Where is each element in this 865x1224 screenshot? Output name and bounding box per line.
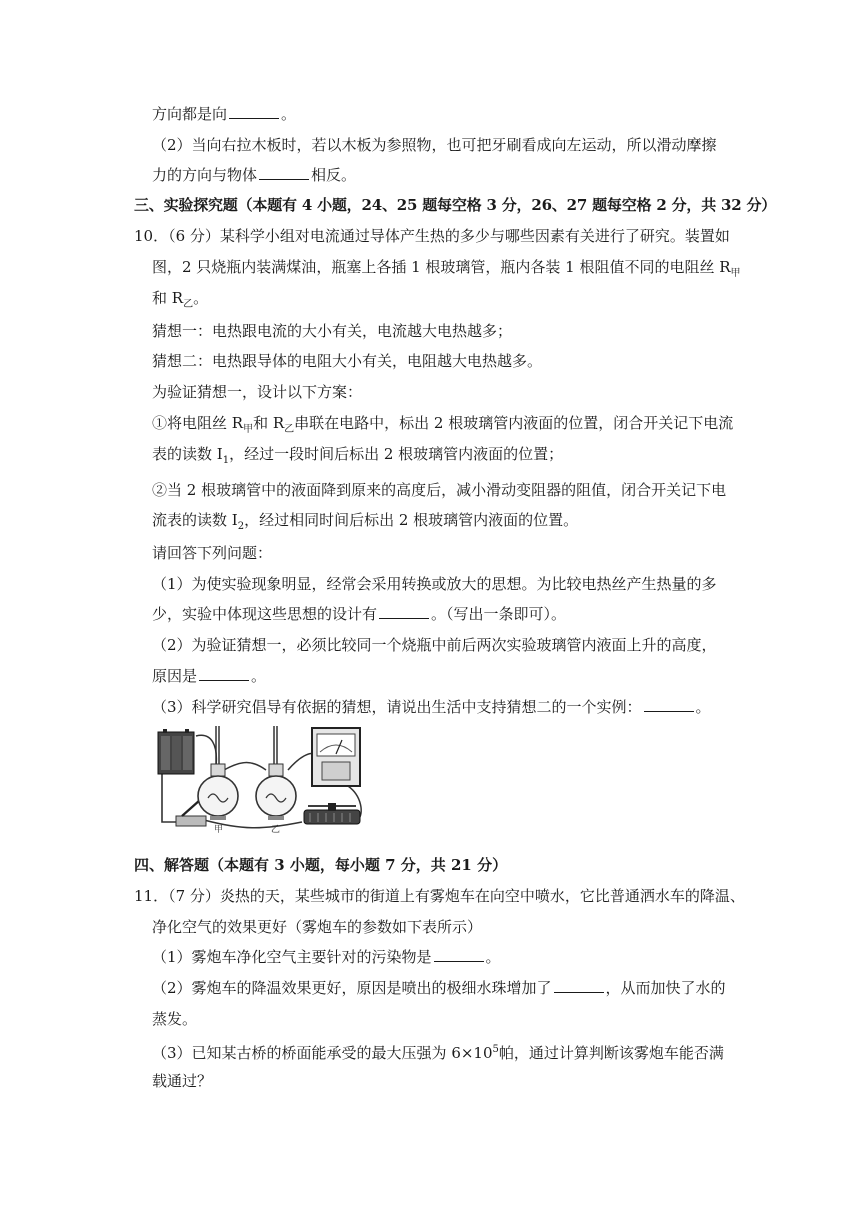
battery-icon (158, 729, 194, 774)
superscript: 5 (492, 1044, 499, 1055)
text-line: （2）为验证猜想一，必须比较同一个烧瓶中前后两次实验玻璃管内液面上升的高度， (152, 636, 717, 654)
text-line: 载通过？ (152, 1072, 213, 1090)
line-text: ，从而加快了水的 (605, 979, 726, 997)
text-line: ②当 2 根玻璃管中的液面降到原来的高度后，减小滑动变阻器的阻值，闭合开关记下电 (152, 481, 727, 499)
answer-blank[interactable] (434, 946, 484, 962)
answer-blank[interactable] (199, 665, 249, 681)
text-line (152, 509, 578, 538)
line-text: 。 (193, 289, 209, 307)
subscript: 1 (222, 455, 230, 466)
text-line (152, 696, 711, 718)
text-line (152, 1039, 724, 1064)
line-text: 图，2 只烧瓶内装满煤油，瓶塞上各插 1 根玻璃管，瓶内各装 1 根阻值不同的电阻丝 R (152, 258, 731, 276)
line-text: 帕，通过计算判断该雾炮车能否满 (498, 1044, 724, 1062)
line-text: 方向都是向 (152, 105, 228, 123)
line-text: ，经过一段时间后标出 2 根玻璃管内液面的位置； (229, 445, 564, 463)
text-line (152, 287, 208, 316)
line-text: 。 (281, 105, 297, 123)
line-text: 和 R (253, 414, 285, 432)
flask-label-right: 乙 (271, 825, 281, 835)
question-stem: 11．（7 分）炎热的天，某些城市的街道上有雾炮车在向空中喷水，它比普通洒水车的降温、 (134, 887, 745, 905)
circuit-diagram (152, 726, 366, 838)
text-line (152, 412, 733, 441)
line-text: 力的方向与物体 (152, 166, 258, 184)
line-text: （1）雾炮车净化空气主要针对的污染物是 (152, 948, 432, 966)
hypothesis-two: 猜想二：电热跟导体的电阻大小有关，电阻越大电热越多。 (152, 352, 543, 370)
text-line: 请回答下列问题： (152, 544, 273, 562)
flask-icon (198, 726, 238, 820)
answer-blank[interactable] (229, 103, 279, 119)
question-stem: 10．（6 分）某科学小组对电流通过导体产生热的多少与哪些因素有关进行了研究。装置如 (134, 227, 730, 245)
circuit-svg (152, 726, 366, 838)
answer-blank[interactable] (554, 977, 604, 993)
line-text: 串联在电路中，标出 2 根玻璃管内液面的位置，闭合开关记下电流 (294, 414, 734, 432)
answer-blank[interactable] (259, 164, 309, 180)
flask-label-left: 甲 (214, 825, 224, 835)
rheostat-icon (304, 803, 360, 824)
text-line: 蒸发。 (152, 1010, 198, 1028)
subscript: 2 (237, 521, 245, 532)
line-text: 。 (695, 698, 711, 716)
text-line: 为验证猜想一，设计以下方案： (152, 383, 363, 401)
line-text: 。 (251, 667, 267, 685)
subscript: 甲 (243, 424, 254, 435)
line-text: ①将电阻丝 R (152, 414, 244, 432)
section-heading: 三、实验探究题（本题有 4 小题，24、25 题每空格 3 分，26、27 题每空格 2 分，共 32 分） (134, 196, 777, 214)
ammeter-icon (312, 728, 360, 786)
line-text: 和 R (152, 289, 184, 307)
line-text: 。（写出一条即可）。 (431, 605, 567, 623)
text-line: （1）为使实验现象明显，经常会采用转换或放大的思想。为比较电热丝产生热量的多 (152, 575, 717, 593)
line-text: （2）雾炮车的降温效果更好，原因是喷出的极细水珠增加了 (152, 979, 552, 997)
wire (196, 735, 216, 766)
answer-blank[interactable] (644, 696, 694, 712)
subscript: 乙 (183, 299, 194, 310)
text-line (152, 443, 563, 472)
line-text: （3）已知某古桥的桥面能承受的最大压强为 6×10 (152, 1044, 493, 1062)
line-text: 。 (485, 948, 501, 966)
text-line (152, 977, 726, 999)
section-heading: 四、解答题（本题有 3 小题，每小题 7 分，共 21 分） (134, 856, 508, 874)
text-line: 净化空气的效果更好（雾炮车的参数如下表所示） (152, 918, 483, 936)
text-line: （2）当向右拉木板时，若以木板为参照物，也可把牙刷看成向左运动，所以滑动摩擦 (152, 136, 717, 154)
line-text: 少，实验中体现这些思想的设计有 (152, 605, 378, 623)
subscript: 乙 (284, 424, 295, 435)
text-line (152, 946, 501, 968)
answer-blank[interactable] (379, 603, 429, 619)
line-text: 原因是 (152, 667, 198, 685)
line-text: （3）科学研究倡导有依据的猜想，请说出生活中支持猜想二的一个实例： (152, 698, 642, 716)
flask-icon (256, 726, 296, 820)
wire (288, 754, 314, 770)
wire (224, 763, 266, 771)
text-line (152, 164, 356, 186)
text-line (152, 103, 296, 125)
text-line (152, 256, 741, 285)
line-text: 相反。 (311, 166, 357, 184)
subscript: 甲 (730, 268, 741, 279)
line-text: ，经过相同时间后标出 2 根玻璃管内液面的位置。 (244, 511, 579, 529)
text-line (152, 603, 566, 625)
line-text: 流表的读数 I (152, 511, 238, 529)
line-text: 表的读数 I (152, 445, 223, 463)
text-line (152, 665, 266, 687)
hypothesis-one: 猜想一：电热跟电流的大小有关，电流越大电热越多； (152, 322, 513, 340)
